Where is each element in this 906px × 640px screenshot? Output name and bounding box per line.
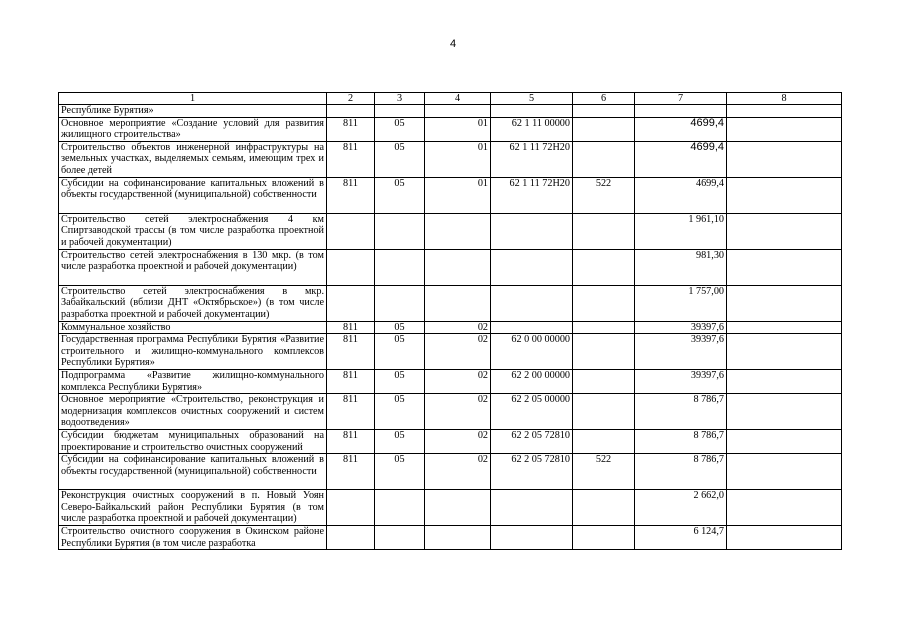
cell-expense-type — [573, 141, 635, 177]
cell-col8 — [727, 430, 842, 454]
cell-amount: 8 786,7 — [635, 430, 727, 454]
row-name: Основное мероприятие «Создание условий для развития жилищного строительства» — [59, 117, 327, 141]
cell-section: 05 — [375, 430, 425, 454]
cell-col8 — [727, 394, 842, 430]
row-name: Строительство сетей электроснабжения в мкр. Забайкальский (вблизи ДНТ «Октябрьское») (в том числе разработка проектной и рабочей документации) — [59, 285, 327, 321]
table-row — [59, 285, 842, 321]
cell-expense-type — [573, 213, 635, 249]
row-name: Подпрограмма «Развитие жилищно-коммунального комплекса Республики Бурятия» — [59, 370, 327, 394]
row-name: Строительство сетей электроснабжения в 130 мкр. (в том числе разработка проектной и рабочей документации) — [59, 249, 327, 285]
budget-table — [58, 92, 842, 550]
cell-target-article: 62 1 11 72Н20 — [491, 141, 573, 177]
cell-col8 — [727, 334, 842, 370]
cell-amount: 981,30 — [635, 249, 727, 285]
cell-amount: 1 961,10 — [635, 213, 727, 249]
cell-ministry: 811 — [327, 394, 375, 430]
header-cell: 8 — [727, 93, 842, 105]
cell-section: 05 — [375, 321, 425, 333]
cell-target-article — [491, 321, 573, 333]
cell-section — [375, 490, 425, 526]
cell-expense-type — [573, 370, 635, 394]
cell-ministry: 811 — [327, 370, 375, 394]
cell-expense-type — [573, 394, 635, 430]
cell-ministry: 811 — [327, 334, 375, 370]
cell-ministry — [327, 213, 375, 249]
cell-subsection — [425, 285, 491, 321]
cell-col8 — [727, 105, 842, 117]
cell-section — [375, 285, 425, 321]
table-row — [59, 321, 842, 333]
table-row — [59, 117, 842, 141]
cell-ministry — [327, 105, 375, 117]
cell-amount: 8 786,7 — [635, 394, 727, 430]
cell-target-article — [491, 285, 573, 321]
cell-expense-type — [573, 490, 635, 526]
row-name: Строительство объектов инженерной инфраструктуры на земельных участках, выделяемых семьям, имеющим трех и более детей — [59, 141, 327, 177]
cell-subsection — [425, 213, 491, 249]
cell-amount: 1 757,00 — [635, 285, 727, 321]
cell-expense-type — [573, 526, 635, 550]
cell-amount: 6 124,7 — [635, 526, 727, 550]
table-row — [59, 430, 842, 454]
cell-col8 — [727, 213, 842, 249]
cell-expense-type — [573, 334, 635, 370]
cell-col8 — [727, 117, 842, 141]
cell-subsection: 02 — [425, 321, 491, 333]
cell-subsection: 01 — [425, 141, 491, 177]
cell-ministry — [327, 526, 375, 550]
cell-amount: 39397,6 — [635, 334, 727, 370]
row-name: Субсидии на софинансирование капитальных вложений в объекты государственной (муниципальной) собственности — [59, 454, 327, 490]
table-row — [59, 249, 842, 285]
table-row — [59, 394, 842, 430]
cell-target-article: 62 2 05 00000 — [491, 394, 573, 430]
header-cell: 3 — [375, 93, 425, 105]
cell-subsection: 02 — [425, 394, 491, 430]
cell-subsection: 02 — [425, 430, 491, 454]
cell-amount: 2 662,0 — [635, 490, 727, 526]
cell-section: 05 — [375, 370, 425, 394]
cell-subsection: 02 — [425, 370, 491, 394]
cell-expense-type — [573, 430, 635, 454]
cell-ministry: 811 — [327, 454, 375, 490]
cell-ministry: 811 — [327, 430, 375, 454]
cell-target-article: 62 1 11 72Н20 — [491, 177, 573, 213]
cell-ministry: 811 — [327, 177, 375, 213]
cell-target-article — [491, 249, 573, 285]
cell-amount — [635, 105, 727, 117]
row-name: Субсидии на софинансирование капитальных вложений в объекты государственной (муниципальной) собственности — [59, 177, 327, 213]
table-row — [59, 141, 842, 177]
cell-target-article — [491, 490, 573, 526]
cell-expense-type — [573, 105, 635, 117]
cell-section: 05 — [375, 454, 425, 490]
page-number: 4 — [449, 38, 457, 50]
cell-col8 — [727, 321, 842, 333]
row-name: Основное мероприятие «Строительство, реконструкция и модернизация комплексов очистных сооружений и систем водоотведения» — [59, 394, 327, 430]
table-row — [59, 105, 842, 117]
cell-subsection: 02 — [425, 334, 491, 370]
cell-subsection — [425, 249, 491, 285]
cell-target-article: 62 1 11 00000 — [491, 117, 573, 141]
cell-section: 05 — [375, 394, 425, 430]
cell-col8 — [727, 526, 842, 550]
cell-expense-type — [573, 285, 635, 321]
cell-col8 — [727, 370, 842, 394]
row-name: Реконструкция очистных сооружений в п. Новый Уоян Северо-Байкальский район Республики Бурятия (в том числе разработка проектной и рабочей документации) — [59, 490, 327, 526]
header-cell: 5 — [491, 93, 573, 105]
cell-target-article — [491, 213, 573, 249]
cell-col8 — [727, 249, 842, 285]
row-name: Государственная программа Республики Бурятия «Развитие строительного и жилищно-коммунального комплексов Республики Бурятия» — [59, 334, 327, 370]
row-name: Республике Бурятия» — [59, 105, 327, 117]
table-row — [59, 177, 842, 213]
cell-ministry: 811 — [327, 141, 375, 177]
cell-expense-type — [573, 321, 635, 333]
cell-amount: 39397,6 — [635, 321, 727, 333]
table-row — [59, 213, 842, 249]
cell-col8 — [727, 454, 842, 490]
cell-target-article: 62 0 00 00000 — [491, 334, 573, 370]
cell-ministry — [327, 490, 375, 526]
cell-ministry — [327, 249, 375, 285]
cell-target-article: 62 2 05 72810 — [491, 430, 573, 454]
cell-subsection — [425, 526, 491, 550]
header-cell: 6 — [573, 93, 635, 105]
cell-ministry: 811 — [327, 117, 375, 141]
cell-subsection — [425, 490, 491, 526]
cell-amount: 8 786,7 — [635, 454, 727, 490]
header-cell: 2 — [327, 93, 375, 105]
table-row — [59, 370, 842, 394]
cell-col8 — [727, 141, 842, 177]
cell-subsection: 01 — [425, 117, 491, 141]
row-name: Строительство очистного сооружения в Окинском районе Республики Бурятия (в том числе разработка — [59, 526, 327, 550]
cell-subsection — [425, 105, 491, 117]
cell-ministry — [327, 285, 375, 321]
cell-col8 — [727, 177, 842, 213]
header-cell: 1 — [59, 93, 327, 105]
cell-target-article: 62 2 05 72810 — [491, 454, 573, 490]
cell-section — [375, 105, 425, 117]
cell-expense-type: 522 — [573, 454, 635, 490]
cell-section — [375, 213, 425, 249]
cell-col8 — [727, 490, 842, 526]
header-cell: 7 — [635, 93, 727, 105]
cell-section: 05 — [375, 177, 425, 213]
cell-target-article — [491, 526, 573, 550]
cell-expense-type — [573, 117, 635, 141]
table-row — [59, 334, 842, 370]
cell-amount: 39397,6 — [635, 370, 727, 394]
cell-subsection: 02 — [425, 454, 491, 490]
cell-section: 05 — [375, 141, 425, 177]
row-name: Коммунальное хозяйство — [59, 321, 327, 333]
cell-target-article — [491, 105, 573, 117]
table-row — [59, 526, 842, 550]
header-row — [59, 93, 842, 105]
cell-amount: 4699,4 — [635, 141, 727, 177]
row-name: Строительство сетей электроснабжения 4 км Спиртзаводской трассы (в том числе разработка проектной и рабочей документации) — [59, 213, 327, 249]
cell-amount: 4699,4 — [635, 177, 727, 213]
row-name: Субсидии бюджетам муниципальных образований на проектирование и строительство очистных сооружений — [59, 430, 327, 454]
cell-section — [375, 249, 425, 285]
cell-section: 05 — [375, 334, 425, 370]
cell-section: 05 — [375, 117, 425, 141]
cell-col8 — [727, 285, 842, 321]
header-cell: 4 — [425, 93, 491, 105]
cell-target-article: 62 2 00 00000 — [491, 370, 573, 394]
cell-section — [375, 526, 425, 550]
table-row — [59, 454, 842, 490]
cell-expense-type — [573, 249, 635, 285]
cell-ministry: 811 — [327, 321, 375, 333]
cell-subsection: 01 — [425, 177, 491, 213]
cell-amount: 4699,4 — [635, 117, 727, 141]
cell-expense-type: 522 — [573, 177, 635, 213]
table-row — [59, 490, 842, 526]
